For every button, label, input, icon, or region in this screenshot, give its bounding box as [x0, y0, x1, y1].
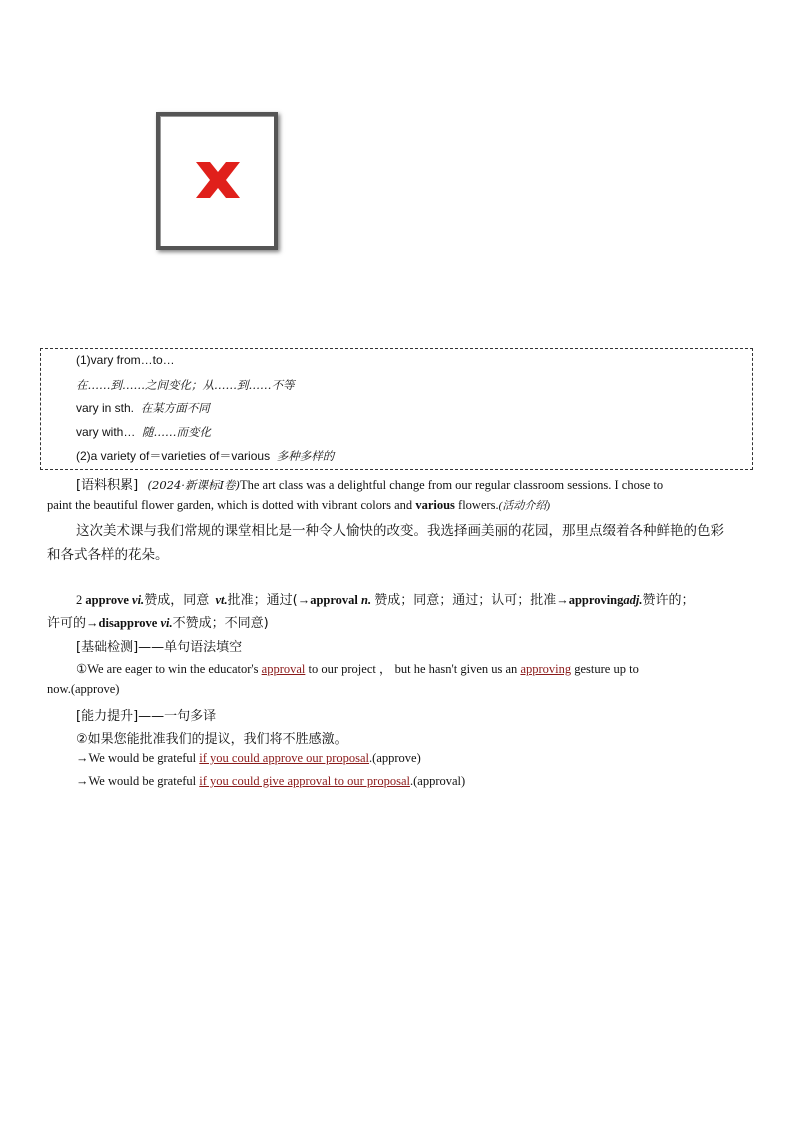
corpus-translation-1: 这次美术课与我们常规的课堂相比是一种令人愉快的改变。我选择画美丽的花园，那里点缀着各种鲜艳的色彩 [76, 523, 724, 539]
entry-definition: 批准；通过( [227, 593, 298, 608]
vocab-meaning: 在某方面不同 [140, 401, 210, 415]
answer-lead: →We would be grateful [76, 751, 200, 765]
vocab-phrase: vary with… [76, 425, 136, 439]
keyword-various: various [415, 498, 455, 512]
vocab-meaning: 随……而变化 [142, 425, 212, 439]
entry-line-2 [47, 612, 269, 631]
corpus-tag: [语料积累] [76, 478, 139, 493]
vocab-line-1: (1)vary from…to… [76, 353, 175, 367]
arrow: → [556, 593, 569, 607]
basic-heading: [基础检测]——单句语法填空 [76, 640, 243, 655]
entry-line-1 [76, 589, 695, 608]
entry-number: 2 [76, 593, 86, 607]
broken-image-icon [190, 158, 246, 202]
advance-question-2: ②如果您能批准我们的提议，我们将不胜感激。 [76, 732, 348, 747]
answer-hint: .(approve) [369, 751, 421, 765]
answer-blank: approval [261, 662, 306, 676]
entry-pos: vi. [132, 593, 145, 607]
corpus-sentence-end: flowers. [454, 498, 499, 512]
entry-pos: adj. [623, 593, 643, 607]
question-text: ①We are eager to win the educator's [76, 662, 262, 676]
vocab-box [40, 348, 753, 470]
answer-blank: approving [520, 662, 572, 676]
question-text: gesture up to [571, 662, 639, 676]
entry-pos: vt. [215, 593, 228, 607]
entry-definition: 许可的 [47, 616, 87, 631]
vocab-meaning: 多种多样的 [276, 449, 335, 463]
answer-blank: if you could approve our proposal [199, 751, 370, 765]
derivative-word: disapprove [98, 616, 158, 630]
entry-pos: n. [361, 593, 372, 607]
entry-pos: vi. [160, 616, 173, 630]
question-text: to our project ， but he hasn't given us an [305, 662, 521, 676]
vocab-phrase: (2)a variety of＝varieties of＝various [76, 449, 271, 463]
answer-blank: if you could give approval to our proposal [199, 774, 410, 788]
entry-definition: 赞许的； [642, 593, 695, 608]
vocab-line-5 [76, 447, 334, 464]
corpus-translation-2: 和各式各样的花朵。 [47, 547, 169, 563]
vocab-line-3 [76, 400, 210, 416]
derivative-word: approval [310, 593, 358, 607]
arrow: → [297, 593, 311, 607]
answer-lead: →We would be grateful [76, 774, 200, 788]
entry-definition: 不赞成；不同意) [172, 616, 269, 631]
translation-answer-1 [76, 751, 421, 766]
derivative-word: approving [568, 593, 624, 607]
vocab-line-2: 在……到……之间变化；从……到……不等 [76, 378, 295, 392]
translation-answer-2 [76, 774, 465, 789]
basic-question-1-cont: now.(approve) [47, 682, 120, 696]
entry-definition: 赞成；同意；通过；认可；批准 [374, 593, 557, 608]
corpus-source: (2024·新课标Ⅰ卷) [147, 478, 240, 492]
arrow: → [86, 616, 99, 630]
vocab-line-4 [76, 424, 211, 440]
corpus-note: (活动介绍) [498, 500, 550, 512]
vocab-phrase: vary in sth. [76, 401, 135, 415]
basic-question-1 [76, 659, 639, 677]
answer-hint: .(approval) [409, 774, 466, 788]
corpus-line-1 [76, 474, 663, 493]
broken-image-placeholder [156, 112, 278, 250]
entry-word: approve [85, 593, 129, 607]
corpus-sentence-b: paint the beautiful flower garden, which is dotted with vibrant colors and [47, 498, 416, 512]
entry-definition: 赞成，同意 [144, 593, 210, 608]
advance-heading: [能力提升]——一句多译 [76, 709, 217, 724]
corpus-sentence-a: The art class was a delightful change from our regular classroom sessions. I chose to [239, 478, 664, 492]
corpus-line-2 [47, 497, 550, 513]
